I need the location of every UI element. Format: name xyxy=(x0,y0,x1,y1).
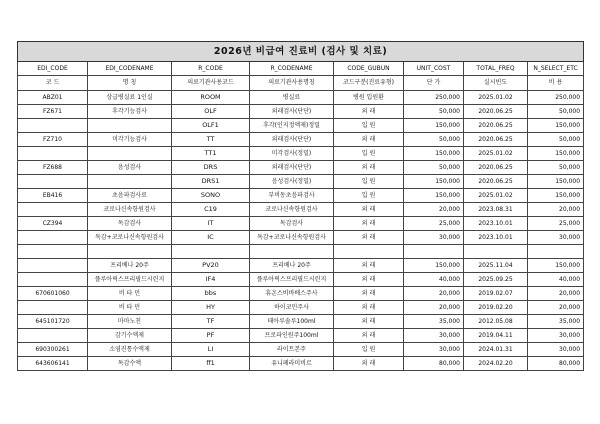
r-code-cell: OLF xyxy=(172,105,250,119)
col-header-edi-codename: EDI_CODENAME xyxy=(88,62,172,76)
empty-cell xyxy=(528,245,584,259)
r-name-cell: 하이코민주사 xyxy=(250,301,334,315)
r-name-cell: 유니페라미비르 xyxy=(250,357,334,371)
gubun-cell: 외 래 xyxy=(334,203,404,217)
header-row-kr xyxy=(18,76,584,91)
unit-cost-cell: 150,000 xyxy=(404,119,464,133)
r-name-cell: 프로파인원주100ml xyxy=(250,329,334,343)
unit-cost-cell: 35,000 xyxy=(404,315,464,329)
edi-name-cell: 상급병실료 1인실 xyxy=(88,91,172,105)
cost-cell: 20,000 xyxy=(528,287,584,301)
r-code-cell: PF xyxy=(172,329,250,343)
freq-cell: 2025.11.04 xyxy=(464,259,528,273)
empty-cell xyxy=(404,245,464,259)
edi-name-cell: 독감검사 xyxy=(88,217,172,231)
unit-cost-cell: 30,000 xyxy=(404,329,464,343)
table-row xyxy=(18,133,584,147)
col-header-edi-code: EDI_CODE xyxy=(18,62,88,76)
unit-cost-cell: 250,000 xyxy=(404,91,464,105)
cost-cell: 35,000 xyxy=(528,315,584,329)
empty-cell xyxy=(464,245,528,259)
edi-name-cell: 코로나신속항원검사 xyxy=(88,203,172,217)
freq-cell: 2025.01.02 xyxy=(464,91,528,105)
unit-cost-cell: 20,000 xyxy=(404,287,464,301)
freq-cell: 2023.08.31 xyxy=(464,203,528,217)
r-name-cell: 음성검사(정밀) xyxy=(250,175,334,189)
edi-name-cell: 독감+코로나신속항원검사 xyxy=(88,231,172,245)
cost-cell: 50,000 xyxy=(528,105,584,119)
cost-cell: 150,000 xyxy=(528,119,584,133)
edi-code-cell: 645101720 xyxy=(18,315,88,329)
empty-cell xyxy=(334,245,404,259)
col-header-kr-freq: 실시빈도 xyxy=(464,76,528,91)
table-row xyxy=(18,343,584,357)
r-name-cell: 독감+코로나신속항원검사 xyxy=(250,231,334,245)
table-row xyxy=(18,175,584,189)
col-header-kr-name: 명 칭 xyxy=(88,76,172,91)
gubun-cell: 외 래 xyxy=(334,357,404,371)
col-header-r-codename: R_CODENAME xyxy=(250,62,334,76)
table-row xyxy=(18,259,584,273)
cost-cell: 20,000 xyxy=(528,301,584,315)
edi-code-cell xyxy=(18,301,88,315)
col-header-r-code: R_CODE xyxy=(172,62,250,76)
r-code-cell: HY xyxy=(172,301,250,315)
unit-cost-cell: 50,000 xyxy=(404,133,464,147)
empty-cell xyxy=(88,245,172,259)
gubun-cell: 외 래 xyxy=(334,287,404,301)
gubun-cell: 병원 입원환 xyxy=(334,91,404,105)
table-row xyxy=(18,329,584,343)
edi-name-cell: 프리베나 20주 xyxy=(88,259,172,273)
unit-cost-cell: 150,000 xyxy=(404,175,464,189)
gubun-cell: 외 래 xyxy=(334,273,404,287)
unit-cost-cell: 80,000 xyxy=(404,357,464,371)
blank-row xyxy=(18,245,584,259)
r-code-cell: OLF1 xyxy=(172,119,250,133)
cost-cell: 50,000 xyxy=(528,133,584,147)
col-header-code-gubun: CODE_GUBUN xyxy=(334,62,404,76)
unit-cost-cell: 30,000 xyxy=(404,231,464,245)
edi-name-cell: 소염진통수액제 xyxy=(88,343,172,357)
edi-code-cell xyxy=(18,119,88,133)
edi-name-cell: 비 타 민 xyxy=(88,301,172,315)
unit-cost-cell: 30,000 xyxy=(404,343,464,357)
col-header-kr-r-name: 의료기관사용명칭 xyxy=(250,76,334,91)
cost-cell: 80,000 xyxy=(528,357,584,371)
gubun-cell: 외 래 xyxy=(334,329,404,343)
edi-code-cell xyxy=(18,231,88,245)
col-header-unit-cost: UNIT_COST xyxy=(404,62,464,76)
edi-code-cell xyxy=(18,273,88,287)
gubun-cell: 외 래 xyxy=(334,217,404,231)
table-row xyxy=(18,189,584,203)
r-name-cell: 라이트본주 xyxy=(250,343,334,357)
empty-cell xyxy=(172,245,250,259)
edi-name-cell xyxy=(88,119,172,133)
edi-code-cell: 670601060 xyxy=(18,287,88,301)
edi-code-cell: 643606141 xyxy=(18,357,88,371)
r-code-cell: SONO xyxy=(172,189,250,203)
cost-cell: 30,000 xyxy=(528,329,584,343)
freq-cell: 2012.05.08 xyxy=(464,315,528,329)
edi-name-cell: 미각기능검사 xyxy=(88,133,172,147)
table-row xyxy=(18,301,584,315)
edi-name-cell: 음성검사 xyxy=(88,161,172,175)
gubun-cell: 외 래 xyxy=(334,259,404,273)
r-code-cell: TF xyxy=(172,315,250,329)
r-name-cell: 태아루솔루100ml xyxy=(250,315,334,329)
freq-cell: 2019.04.11 xyxy=(464,329,528,343)
gubun-cell: 입 원 xyxy=(334,175,404,189)
gubun-cell: 외 래 xyxy=(334,133,404,147)
freq-cell: 2019.02.07 xyxy=(464,287,528,301)
unit-cost-cell: 50,000 xyxy=(404,161,464,175)
edi-code-cell: EB416 xyxy=(18,189,88,203)
cost-cell: 150,000 xyxy=(528,175,584,189)
gubun-cell: 외 래 xyxy=(334,315,404,329)
fee-table-sheet xyxy=(17,41,583,371)
cost-cell: 30,000 xyxy=(528,231,584,245)
table-row xyxy=(18,273,584,287)
edi-code-cell xyxy=(18,259,88,273)
col-header-n-select-etc: N_SELECT_ETC xyxy=(528,62,584,76)
r-code-cell: IF4 xyxy=(172,273,250,287)
edi-name-cell: 비 타 민 xyxy=(88,287,172,301)
r-name-cell: 코로나신속항원검사 xyxy=(250,203,334,217)
cost-cell: 25,000 xyxy=(528,217,584,231)
unit-cost-cell: 150,000 xyxy=(404,147,464,161)
edi-code-cell: FZ688 xyxy=(18,161,88,175)
r-name-cell: 후각(인지정액제)정밀 xyxy=(250,119,334,133)
freq-cell: 2024.01.31 xyxy=(464,343,528,357)
unit-cost-cell: 20,000 xyxy=(404,301,464,315)
edi-name-cell: 후각기능검사 xyxy=(88,105,172,119)
cost-cell: 30,000 xyxy=(528,343,584,357)
r-name-cell: 독감검사 xyxy=(250,217,334,231)
freq-cell: 2019.02.20 xyxy=(464,301,528,315)
unit-cost-cell: 25,000 xyxy=(404,217,464,231)
r-code-cell: IC xyxy=(172,231,250,245)
r-name-cell: 외래검사(단단) xyxy=(250,105,334,119)
edi-name-cell: 감기수액제 xyxy=(88,329,172,343)
table-row xyxy=(18,287,584,301)
freq-cell: 2020.06.25 xyxy=(464,105,528,119)
r-code-cell: PV20 xyxy=(172,259,250,273)
unit-cost-cell: 150,000 xyxy=(404,189,464,203)
cost-cell: 50,000 xyxy=(528,161,584,175)
edi-code-cell xyxy=(18,175,88,189)
empty-cell xyxy=(18,245,88,259)
freq-cell: 2023.10.01 xyxy=(464,231,528,245)
gubun-cell: 입 원 xyxy=(334,119,404,133)
col-header-kr-gubun: 코드구분(진료유형) xyxy=(334,76,404,91)
gubun-cell: 외 래 xyxy=(334,161,404,175)
r-code-cell: C19 xyxy=(172,203,250,217)
r-code-cell: DRS xyxy=(172,161,250,175)
gubun-cell: 외 래 xyxy=(334,301,404,315)
table-row xyxy=(18,147,584,161)
col-header-total-freq: TOTAL_FREQ xyxy=(464,62,528,76)
freq-cell: 2024.02.20 xyxy=(464,357,528,371)
r-name-cell: 미각검사(정밀) xyxy=(250,147,334,161)
fee-table xyxy=(17,41,584,371)
unit-cost-cell: 50,000 xyxy=(404,105,464,119)
table-row xyxy=(18,315,584,329)
cost-cell: 150,000 xyxy=(528,189,584,203)
r-code-cell: LI xyxy=(172,343,250,357)
edi-code-cell xyxy=(18,147,88,161)
cost-cell: 40,000 xyxy=(528,273,584,287)
col-header-kr-r-code: 의료기관사용코드 xyxy=(172,76,250,91)
table-row xyxy=(18,357,584,371)
r-code-cell: ROOM xyxy=(172,91,250,105)
unit-cost-cell: 20,000 xyxy=(404,203,464,217)
cost-cell: 150,000 xyxy=(528,259,584,273)
r-code-cell: TT xyxy=(172,133,250,147)
table-row xyxy=(18,119,584,133)
gubun-cell: 외 래 xyxy=(334,231,404,245)
table-row xyxy=(18,231,584,245)
r-name-cell: 플루아릭스프리필드시린지 xyxy=(250,273,334,287)
edi-name-cell xyxy=(88,147,172,161)
header-row-en xyxy=(18,62,584,76)
freq-cell: 2025.01.02 xyxy=(464,189,528,203)
freq-cell: 2020.06.25 xyxy=(464,119,528,133)
freq-cell: 2020.06.25 xyxy=(464,133,528,147)
col-header-kr-code: 코 드 xyxy=(18,76,88,91)
edi-code-cell: FZ710 xyxy=(18,133,88,147)
unit-cost-cell: 40,000 xyxy=(404,273,464,287)
edi-code-cell: ABZ01 xyxy=(18,91,88,105)
edi-code-cell: 690300261 xyxy=(18,343,88,357)
cost-cell: 250,000 xyxy=(528,91,584,105)
r-name-cell: 부비동초음파검사 xyxy=(250,189,334,203)
freq-cell: 2020.06.25 xyxy=(464,175,528,189)
gubun-cell: 입 원 xyxy=(334,147,404,161)
freq-cell: 2025.01.02 xyxy=(464,147,528,161)
r-name-cell: 외래검사(단단) xyxy=(250,133,334,147)
edi-code-cell xyxy=(18,329,88,343)
cost-cell: 150,000 xyxy=(528,147,584,161)
freq-cell: 2023.10.01 xyxy=(464,217,528,231)
empty-cell xyxy=(250,245,334,259)
r-name-cell: 병실료 xyxy=(250,91,334,105)
cost-cell: 20,000 xyxy=(528,203,584,217)
table-row xyxy=(18,217,584,231)
edi-code-cell: CZ394 xyxy=(18,217,88,231)
r-name-cell: 외래검사(단단) xyxy=(250,161,334,175)
gubun-cell: 입 원 xyxy=(334,189,404,203)
r-code-cell: DRS1 xyxy=(172,175,250,189)
table-row xyxy=(18,161,584,175)
edi-code-cell xyxy=(18,203,88,217)
edi-name-cell: 독감수액 xyxy=(88,357,172,371)
r-code-cell: ff1 xyxy=(172,357,250,371)
table-row xyxy=(18,203,584,217)
r-code-cell: IT xyxy=(172,217,250,231)
edi-code-cell: FZ671 xyxy=(18,105,88,119)
edi-name-cell: 마마노친 xyxy=(88,315,172,329)
page-title: 2026년 비급여 진료비 (검사 및 치료) xyxy=(18,42,584,62)
edi-name-cell xyxy=(88,175,172,189)
table-row xyxy=(18,91,584,105)
freq-cell: 2020.06.25 xyxy=(464,161,528,175)
gubun-cell: 입 원 xyxy=(334,343,404,357)
freq-cell: 2025.09.25 xyxy=(464,273,528,287)
r-name-cell: 프리베나 20주 xyxy=(250,259,334,273)
unit-cost-cell: 150,000 xyxy=(404,259,464,273)
gubun-cell: 외 래 xyxy=(334,105,404,119)
table-row xyxy=(18,105,584,119)
r-code-cell: bbs xyxy=(172,287,250,301)
edi-name-cell: 초음파검사료 xyxy=(88,189,172,203)
edi-name-cell: 플루아릭스프리필드시린지 xyxy=(88,273,172,287)
col-header-kr-cost: 비 용 xyxy=(528,76,584,91)
r-code-cell: TT1 xyxy=(172,147,250,161)
col-header-kr-unit: 단 가 xyxy=(404,76,464,91)
r-name-cell: 휴온스비바베스주사 xyxy=(250,287,334,301)
